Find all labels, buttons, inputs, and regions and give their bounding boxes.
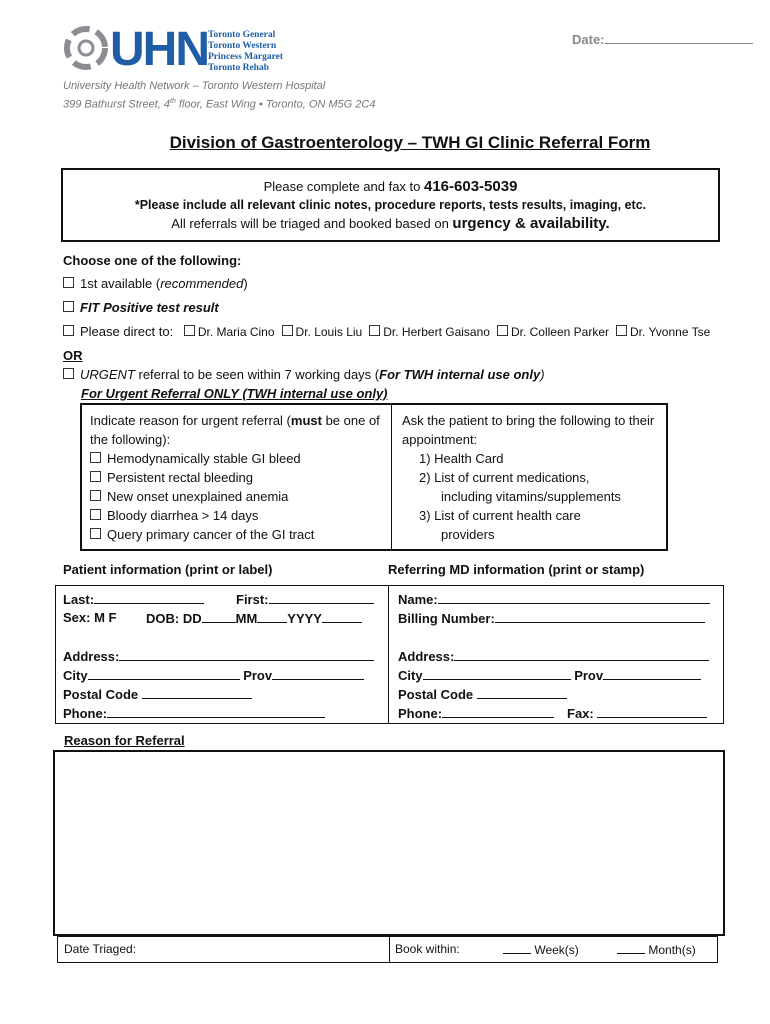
uhn-logo-text: UHN: [110, 23, 208, 76]
field-line[interactable]: [119, 648, 374, 661]
field-label: Prov: [243, 668, 273, 683]
uhn-logo-swirl-icon: [64, 26, 108, 70]
field-label: Phone:: [63, 706, 108, 721]
intro-text-end: be one of the following):: [90, 413, 380, 447]
field-label: Billing Number:: [398, 611, 495, 626]
reason-label: Hemodynamically stable GI bleed: [107, 451, 301, 466]
patient-info-heading: Patient information (print or label): [63, 562, 273, 577]
urgent-reason-item[interactable]: [90, 468, 383, 487]
hospital-name: Princess Margaret: [208, 52, 284, 62]
option-label: FIT Positive test result: [80, 300, 219, 315]
checkbox[interactable]: [63, 368, 74, 379]
bring-item: 1) Health Card: [419, 451, 504, 466]
option-label-emph: recommended: [160, 276, 244, 291]
checkbox[interactable]: [369, 325, 380, 336]
doctor-option-cino[interactable]: [184, 325, 275, 339]
urgent-label: URGENT: [80, 367, 135, 382]
hospital-name: Toronto General: [208, 30, 276, 40]
md-phone-field[interactable]: [398, 705, 554, 721]
field-line[interactable]: [603, 667, 701, 680]
address-street: 399 Bathurst Street, 4: [63, 98, 171, 111]
field-line[interactable]: [617, 942, 645, 954]
option-label-end: ): [243, 276, 248, 291]
book-within-label: Book within:: [395, 942, 460, 956]
field-label: City: [63, 668, 88, 683]
address-line-2: [63, 94, 375, 113]
md-postal-field[interactable]: [398, 686, 567, 702]
form-title: Division of Gastroenterology – TWH GI Clinic Referral Form: [169, 133, 651, 152]
option-label: Please direct to:: [80, 324, 174, 339]
checkbox[interactable]: [63, 325, 74, 336]
bring-item: 2) List of current medications,: [419, 470, 590, 485]
field-line[interactable]: [454, 648, 709, 661]
reason-textarea[interactable]: [53, 750, 725, 936]
fax-prefix: Please complete and fax to: [263, 179, 424, 194]
fax-number: 416-603-5039: [424, 178, 518, 195]
fax-instruction: [63, 178, 718, 195]
reason-heading: Reason for Referral: [64, 733, 185, 748]
bring-item: providers: [441, 527, 495, 542]
checkbox[interactable]: [90, 471, 101, 482]
triage-divider: [389, 937, 390, 962]
bring-intro: Ask the patient to bring the following to their appointment:: [402, 413, 655, 447]
date-label: Date:: [572, 32, 605, 47]
bring-items-column: [392, 405, 666, 549]
patient-postal-field[interactable]: [63, 686, 252, 702]
months-field[interactable]: [617, 942, 696, 957]
field-line[interactable]: [438, 591, 710, 604]
reason-label: Persistent rectal bleeding: [107, 470, 253, 485]
field-line[interactable]: [503, 942, 531, 954]
doctor-name: Dr. Colleen Parker: [510, 325, 609, 339]
urgent-end: ): [540, 367, 545, 382]
doctor-name: Dr. Yvonne Tse: [630, 325, 711, 339]
date-field[interactable]: [572, 31, 753, 47]
urgent-referral-box: [80, 403, 668, 551]
field-line[interactable]: [88, 667, 240, 680]
urgent-only-heading: For Urgent Referral ONLY (TWH internal use only): [81, 386, 388, 401]
triage-emphasis: urgency & availability.: [452, 215, 610, 232]
address-block: [63, 78, 375, 113]
urgent-reason-item[interactable]: [90, 487, 383, 506]
field-line[interactable]: [107, 705, 325, 718]
md-city-field[interactable]: [398, 667, 701, 683]
checkbox[interactable]: [63, 277, 74, 288]
last-name-field[interactable]: [63, 591, 204, 607]
urgent-reasons-column: [82, 405, 392, 549]
md-address-field[interactable]: [398, 648, 709, 664]
checkbox[interactable]: [90, 528, 101, 539]
field-line[interactable]: [94, 591, 204, 604]
field-line[interactable]: [269, 591, 374, 604]
urgent-internal: For TWH internal use only: [379, 367, 541, 382]
checkbox[interactable]: [90, 490, 101, 501]
hospital-list: [208, 30, 283, 74]
checkbox[interactable]: [184, 325, 195, 336]
field-label: MM: [235, 611, 258, 626]
dob-field[interactable]: [146, 610, 362, 626]
checkbox[interactable]: [90, 452, 101, 463]
doctor-option-gaisano[interactable]: [369, 325, 490, 339]
field-label: Address:: [63, 649, 120, 664]
urgent-reason-item[interactable]: [90, 506, 383, 525]
doctor-name: Dr. Herbert Gaisano: [383, 325, 490, 339]
weeks-field[interactable]: [503, 942, 579, 957]
checkbox[interactable]: [616, 325, 627, 336]
checkbox[interactable]: [497, 325, 508, 336]
patient-city-field[interactable]: [63, 667, 364, 683]
referring-md-heading: Referring MD information (print or stamp): [388, 562, 645, 577]
checkbox[interactable]: [282, 325, 293, 336]
field-line[interactable]: [202, 610, 236, 623]
checkbox[interactable]: [63, 301, 74, 312]
field-label: Phone:: [398, 706, 443, 721]
field-label: Name:: [398, 592, 438, 607]
reason-label: Query primary cancer of the GI tract: [107, 527, 315, 542]
field-line[interactable]: [477, 686, 567, 699]
or-divider: OR: [63, 348, 83, 363]
intro-text: Indicate reason for urgent referral (: [90, 413, 291, 428]
field-line[interactable]: [142, 686, 252, 699]
field-label: First:: [236, 592, 269, 607]
date-line[interactable]: [605, 31, 753, 44]
info-box: [55, 585, 724, 724]
field-label: Address:: [398, 649, 455, 664]
intro-must: must: [290, 413, 322, 428]
field-label: Fax:: [567, 706, 594, 721]
field-line[interactable]: [442, 705, 554, 718]
doctor-name: Dr. Louis Liu: [295, 325, 363, 339]
field-label: YYYY: [287, 611, 322, 626]
months-label: Month(s): [648, 943, 696, 957]
option-first-available[interactable]: [63, 276, 248, 291]
doctor-option-tse[interactable]: [616, 325, 710, 339]
choose-heading: Choose one of the following:: [63, 253, 242, 268]
field-line[interactable]: [322, 610, 362, 623]
field-label: DOB: DD: [146, 611, 202, 626]
patient-address-field[interactable]: [63, 648, 374, 664]
field-line[interactable]: [597, 705, 707, 718]
triage-prefix: All referrals will be triaged and booked based on: [171, 216, 453, 231]
patient-phone-field[interactable]: [63, 705, 325, 721]
md-name-field[interactable]: [398, 591, 710, 607]
address-sup: th: [170, 98, 176, 105]
option-label: 1st available (: [80, 276, 161, 291]
urgent-reason-item[interactable]: [90, 525, 383, 544]
bring-item: including vitamins/supplements: [441, 489, 621, 504]
urgent-reason-item[interactable]: [90, 449, 383, 468]
triage-instruction: [63, 215, 718, 232]
checkbox[interactable]: [90, 509, 101, 520]
field-label: Postal Code: [398, 687, 474, 702]
hospital-name: Toronto Rehab: [208, 63, 269, 73]
doctor-option-liu[interactable]: [282, 325, 363, 339]
triage-box: [57, 936, 718, 963]
md-fax-field[interactable]: [567, 705, 707, 721]
doctor-option-parker[interactable]: [497, 325, 609, 339]
address-city: floor, East Wing • Toronto, ON M5G 2C4: [175, 98, 376, 111]
field-label: City: [398, 668, 423, 683]
hospital-name: Toronto Western: [208, 41, 277, 51]
info-divider: [388, 586, 389, 723]
field-label: Last:: [63, 592, 95, 607]
field-label: Prov: [574, 668, 604, 683]
weeks-label: Week(s): [534, 943, 579, 957]
option-fit-positive[interactable]: [63, 300, 219, 315]
bring-item: 3) List of current health care: [419, 508, 581, 523]
billing-number-field[interactable]: [398, 610, 705, 626]
urgent-text: referral to be seen within 7 working days (: [134, 367, 380, 382]
field-label: Postal Code: [63, 687, 139, 702]
reason-label: New onset unexplained anemia: [107, 489, 289, 504]
field-line[interactable]: [423, 667, 571, 680]
urgent-reason-intro: [90, 411, 383, 449]
option-direct-to[interactable]: [63, 324, 710, 339]
first-name-field[interactable]: [236, 591, 374, 607]
option-urgent[interactable]: [63, 367, 545, 382]
field-line[interactable]: [272, 667, 364, 680]
reason-label: Bloody diarrhea > 14 days: [107, 508, 259, 523]
instructions-box: [61, 168, 720, 242]
address-line-1: University Health Network – Toronto Western Hospital: [63, 80, 326, 92]
sex-field[interactable]: Sex: M F: [63, 610, 117, 625]
field-line[interactable]: [495, 610, 705, 623]
field-line[interactable]: [257, 610, 287, 623]
include-notes-instruction: *Please include all relevant clinic notes, procedure reports, tests results, imaging, etc.: [134, 198, 647, 212]
doctor-name: Dr. Maria Cino: [197, 325, 275, 339]
date-triaged-label: Date Triaged:: [64, 942, 137, 956]
